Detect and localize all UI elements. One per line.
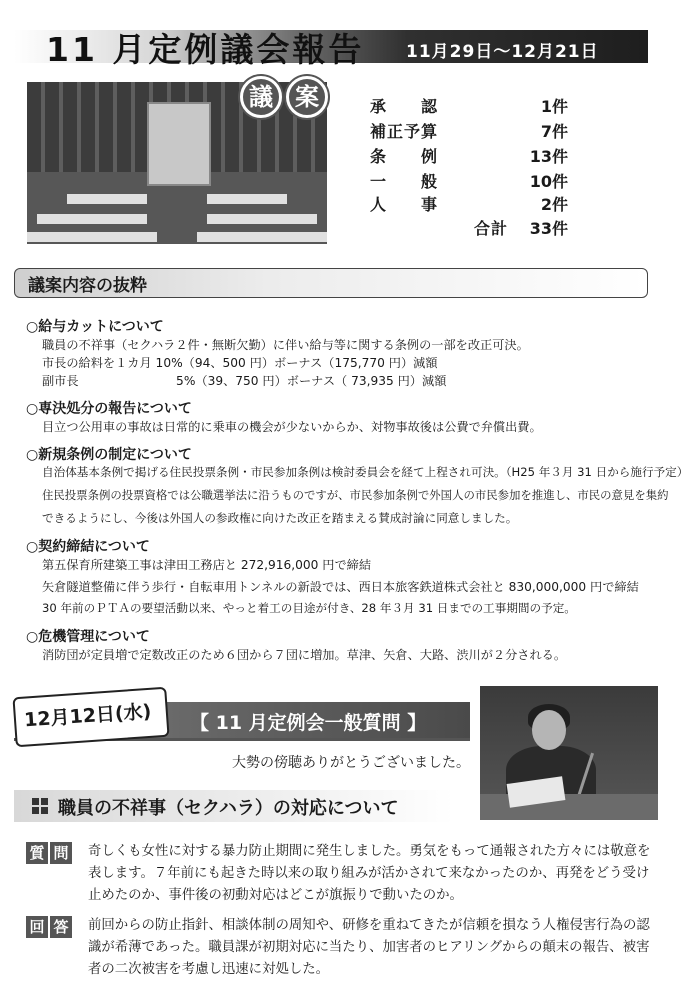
- item-line: 職員の不祥事（セクハラ２件・無断欠勤）に伴い給与等に関する条例の一部を改正可決。: [42, 338, 529, 352]
- answer-tag: [26, 916, 74, 938]
- answer-tag-char: 回: [26, 916, 48, 938]
- speaker-photo: [480, 686, 658, 820]
- page-title: 11 月定例議会報告: [46, 30, 365, 69]
- thanks-text: 大勢の傍聴ありがとうございました。: [232, 755, 470, 771]
- excerpt-heading: 議案内容の抜粋: [28, 276, 147, 296]
- item-title: ○給与カットについて: [26, 319, 164, 335]
- count-label: 承 認: [370, 97, 439, 116]
- question-tag: [26, 842, 74, 864]
- count-label: 一 般: [370, 172, 439, 191]
- count-label: 条 例: [370, 147, 439, 166]
- item-line: 矢倉隧道整備に伴う歩行・自転車用トンネルの新設では、西日本旅客鉄道株式会社と 830,000,000 円で締結: [42, 580, 639, 594]
- item-line: 目立つ公用車の事故は日常的に乗車の機会が少ないからか、対物事故後は公費で弁償出費。: [42, 420, 542, 434]
- count-value: 2件: [540, 195, 568, 214]
- answer-line: 前回からの防止指針、相談体制の周知や、研修を重ねてきたが信頼を損なう人権侵害行為の認: [88, 918, 650, 933]
- count-value: 13件: [529, 147, 568, 166]
- item-line: 市長の給料を１カ月 10%（94、500 円）ボーナス（175,770 円）減額: [42, 356, 438, 370]
- topic-heading: 職員の不祥事（セクハラ）の対応について: [58, 798, 399, 819]
- count-label: 人 事: [370, 195, 439, 214]
- item-title: ○危機管理について: [26, 629, 150, 645]
- total-value: 33件: [529, 219, 568, 238]
- item-line: できるようにし、今後は外国人の参政権に向けた改正を踏まえる賛成討論に同意しました。: [42, 511, 518, 525]
- item-line: 自治体基本条例で掲げる住民投票条例・市民参加条例は検討委員会を経て上程され可決。（H25 年３月 31 日から施行予定）: [42, 465, 689, 479]
- question-tag-char: 質: [26, 842, 48, 864]
- count-value: 10件: [529, 172, 568, 191]
- question-tag-char: 問: [50, 842, 72, 864]
- bill-badge-char-1: 議: [240, 76, 282, 118]
- answer-line: 識が希薄であった。職員課が初期対応に当たり、加害者のヒアリングからの顛末の報告、被害: [88, 940, 650, 955]
- item-line: 30 年前のＰＴＡの要望活動以来、やっと着工の目途が付き、28 年３月 31 日までの工事期間の予定。: [42, 601, 576, 615]
- session-date: 12月12日(水): [23, 700, 152, 732]
- date-range: 11月29日〜12月21日: [406, 42, 599, 62]
- item-line: 住民投票条例の投票資格では公職選挙法に沿うものですが、市民参加条例で外国人の市民参加を推進し、市民の意見を集約: [42, 488, 669, 502]
- item-title: ○専決処分の報告について: [26, 401, 192, 417]
- count-value: 1件: [540, 97, 568, 116]
- chamber-photo: [27, 82, 327, 244]
- question-line: 表します。７年前にも起きた時以来の取り組みが活かされて来なかったのか、再発をどう受け: [88, 866, 650, 881]
- item-title: ○新規条例の制定について: [26, 447, 192, 463]
- answer-tag-char: 答: [50, 916, 72, 938]
- total-label: 合計: [474, 219, 509, 238]
- question-line: 止めたのか、事件後の初動対応はどこが旗振りで動いたのか。: [88, 888, 463, 903]
- grid-square-icon: [32, 798, 48, 814]
- question-session-title: 【 11 月定例会一般質問 】: [190, 712, 427, 734]
- item-line: 第五保育所建築工事は津田工務店と 272,916,000 円で締結: [42, 558, 372, 572]
- item-title: ○契約締結について: [26, 539, 150, 555]
- bill-badge-char-2: 案: [286, 76, 328, 118]
- question-line: 奇しくも女性に対する暴力防止期間に発生しました。勇気をもって通報された方々には敬意を: [88, 844, 651, 859]
- count-label: 補正予算: [370, 122, 439, 141]
- item-line: 消防団が定員増で定数改正のため６団から７団に増加。草津、矢倉、大路、渋川が２分される。: [42, 648, 567, 662]
- answer-line: 者の二次被害を考慮し迅速に対処した。: [88, 962, 330, 977]
- item-line: 副市長 5%（39、750 円）ボーナス（ 73,935 円）減額: [42, 374, 447, 388]
- count-value: 7件: [540, 122, 568, 141]
